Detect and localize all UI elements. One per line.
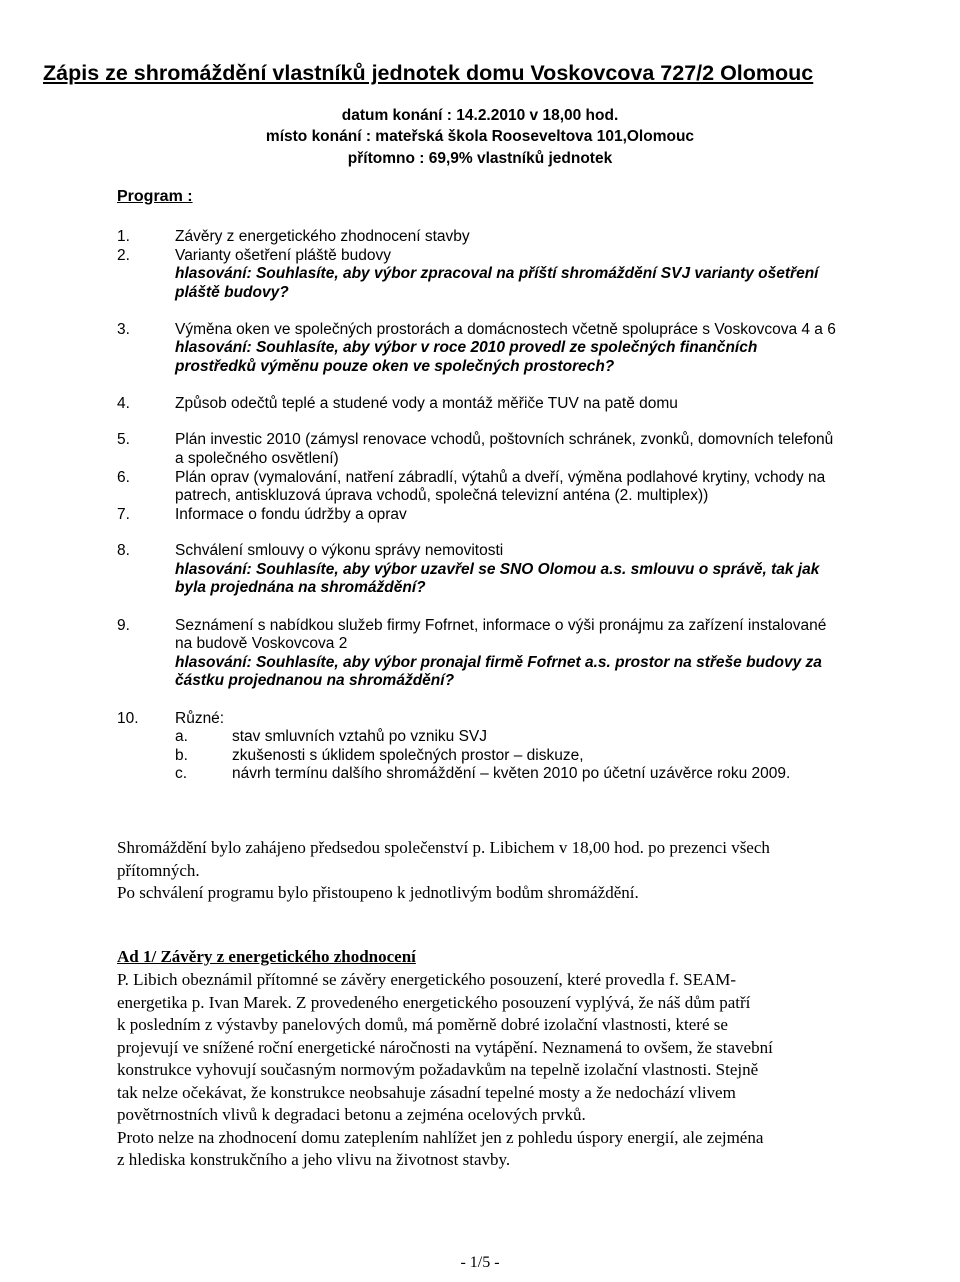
item-text: Výměna oken ve společných prostorách a domácnostech včetně spolupráce s Voskovcova 4 a 6 bbox=[175, 321, 836, 338]
vote-question: hlasování: Souhlasíte, aby výbor v roce 2010 provedl ze společných finančních bbox=[175, 339, 758, 356]
item-number: 4. bbox=[117, 395, 130, 412]
paragraph-line: Po schválení programu bylo přistoupeno k jednotlivým bodům shromáždění. bbox=[117, 883, 639, 902]
meeting-place: místo konání : mateřská škola Rooseveltova 101,Olomouc bbox=[265, 128, 695, 145]
item-number: 5. bbox=[117, 431, 130, 448]
item-number: 3. bbox=[117, 321, 130, 338]
item-number: 7. bbox=[117, 506, 130, 523]
vote-question: prostředků výměnu pouze oken ve společných prostorech? bbox=[175, 358, 615, 375]
paragraph-line: energetika p. Ivan Marek. Z provedeného energetického posouzení vyplývá, že náš dům patří bbox=[117, 993, 751, 1012]
paragraph-line: k posledním z výstavby panelových domů, má poměrně dobré izolační vlastnosti, které se bbox=[117, 1015, 728, 1034]
item-text: na budově Voskovcova 2 bbox=[175, 635, 348, 652]
paragraph-line: povětrnostních vlivů k degradaci betonu a zejména ocelových prvků. bbox=[117, 1105, 586, 1124]
paragraph-line: přítomných. bbox=[117, 861, 200, 880]
item-number: 2. bbox=[117, 247, 130, 264]
vote-question: hlasování: Souhlasíte, aby výbor uzavřel se SNO Olomou a.s. smlouvu o správě, tak jak bbox=[175, 561, 820, 578]
paragraph-line: Proto nelze na zhodnocení domu zateplením nahlížet jen z pohledu úspory energií, ale zejména bbox=[117, 1128, 764, 1147]
paragraph-line: tak nelze očekávat, že konstrukce neobsahuje zásadní tepelné mosty a že nedochází vlivem bbox=[117, 1083, 736, 1102]
item-text: Schválení smlouvy o výkonu správy nemovitosti bbox=[175, 542, 504, 559]
paragraph-line: Shromáždění bylo zahájeno předsedou společenství p. Libichem v 18,00 hod. po prezenci všech bbox=[117, 838, 770, 857]
attendance: přítomno : 69,9% vlastníků jednotek bbox=[347, 150, 613, 167]
sub-item-letter: a. bbox=[175, 728, 188, 745]
item-text: Informace o fondu údržby a oprav bbox=[175, 506, 407, 523]
item-text: Plán oprav (vymalování, natření zábradlí, výtahů a dveří, výměna podlahové krytiny, vchody na bbox=[175, 469, 826, 486]
item-text: patrech, antiskluzová úprava vchodů, společná televizní anténa (2. multiplex)) bbox=[175, 487, 709, 504]
program-label: Program : bbox=[117, 188, 193, 205]
paragraph-line: z hlediska konstrukčního a jeho vlivu na životnost stavby. bbox=[117, 1150, 511, 1169]
item-number: 6. bbox=[117, 469, 130, 486]
sub-item-text: zkušenosti s úklidem společných prostor – diskuze, bbox=[232, 747, 584, 764]
item-text: a společného osvětlení) bbox=[175, 450, 339, 467]
item-number: 1. bbox=[117, 228, 130, 245]
paragraph-line: konstrukce vyhovují současným normovým požadavkům na tepelně izolační vlastnosti. Stejně bbox=[117, 1060, 759, 1079]
sub-item-text: návrh termínu dalšího shromáždění – květen 2010 po účetní uzávěrce roku 2009. bbox=[232, 765, 791, 782]
page-title: Zápis ze shromáždění vlastníků jednotek domu Voskovcova 727/2 Olomouc bbox=[43, 61, 814, 85]
item-text: Seznámení s nabídkou služeb firmy Fofrnet, informace o výši pronájmu za zařízení instalované bbox=[175, 617, 827, 634]
vote-question: byla projednána na shromáždění? bbox=[175, 579, 426, 596]
paragraph-line: P. Libich obeznámil přítomné se závěry energetického posouzení, které provedla f. SEAM- bbox=[117, 970, 737, 989]
item-number: 10. bbox=[117, 710, 139, 727]
vote-question: částku projednanou na shromáždění? bbox=[175, 672, 455, 689]
item-text: Způsob odečtů teplé a studené vody a montáž měřiče TUV na patě domu bbox=[175, 395, 678, 412]
page-number: - 1/5 - bbox=[460, 1254, 500, 1271]
item-number: 9. bbox=[117, 617, 130, 634]
sub-item-text: stav smluvních vztahů po vzniku SVJ bbox=[232, 728, 488, 745]
sub-item-letter: c. bbox=[175, 765, 188, 782]
item-text: Varianty ošetření pláště budovy bbox=[175, 247, 391, 264]
paragraph-line: projevují ve snížené roční energetické náročnosti na vytápění. Neznamená to ovšem, že stavební bbox=[117, 1038, 773, 1057]
vote-question: hlasování: Souhlasíte, aby výbor zpracoval na příští shromáždění SVJ varianty ošetření bbox=[175, 265, 819, 282]
vote-question: pláště budovy? bbox=[175, 284, 289, 301]
item-text: Plán investic 2010 (zámysl renovace vchodů, poštovních schránek, zvonků, domovních telefonů bbox=[175, 431, 834, 448]
sub-item-letter: b. bbox=[175, 747, 188, 764]
item-text: Závěry z energetického zhodnocení stavby bbox=[175, 228, 470, 245]
section-heading: Ad 1/ Závěry z energetického zhodnocení bbox=[117, 947, 416, 966]
item-number: 8. bbox=[117, 542, 130, 559]
item-text: Různé: bbox=[175, 710, 225, 727]
vote-question: hlasování: Souhlasíte, aby výbor pronajal firmě Fofrnet a.s. prostor na střeše budovy za bbox=[175, 654, 822, 671]
meeting-date: datum konání : 14.2.2010 v 18,00 hod. bbox=[341, 107, 619, 124]
